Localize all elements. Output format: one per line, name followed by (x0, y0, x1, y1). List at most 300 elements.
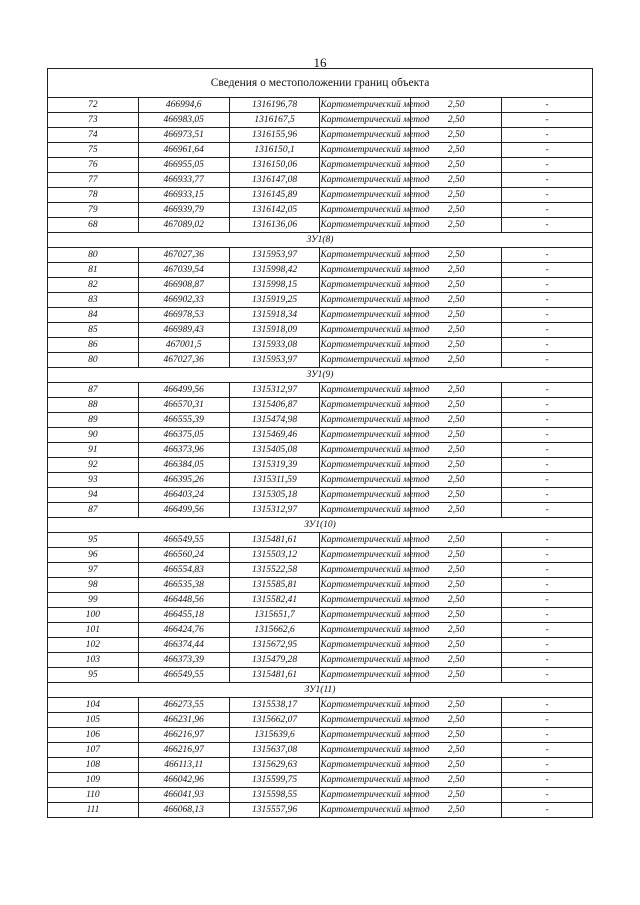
accuracy-cell: 2,50 (411, 428, 502, 443)
table-row (48, 773, 593, 788)
description-cell: - (502, 758, 593, 773)
x-coordinate-cell: 466041,93 (138, 788, 229, 803)
table-row (48, 398, 593, 413)
description-cell: - (502, 353, 593, 368)
point-number-cell: 95 (48, 668, 139, 683)
point-number-cell: 80 (48, 353, 139, 368)
y-coordinate-cell: 1315998,15 (229, 278, 320, 293)
y-coordinate-cell: 1315479,28 (229, 653, 320, 668)
point-number-cell: 95 (48, 533, 139, 548)
accuracy-cell: 2,50 (411, 488, 502, 503)
method-cell: Картометрический метод (320, 98, 411, 113)
y-coordinate-cell: 1315312,97 (229, 503, 320, 518)
table-row (48, 143, 593, 158)
point-number-cell: 79 (48, 203, 139, 218)
table-row (48, 563, 593, 578)
x-coordinate-cell: 466216,97 (138, 743, 229, 758)
table-row (48, 548, 593, 563)
x-coordinate-cell: 466375,05 (138, 428, 229, 443)
table-row (48, 638, 593, 653)
point-number-cell: 75 (48, 143, 139, 158)
y-coordinate-cell: 1315998,42 (229, 263, 320, 278)
y-coordinate-cell: 1315481,61 (229, 533, 320, 548)
accuracy-cell: 2,50 (411, 383, 502, 398)
method-cell: Картометрический метод (320, 623, 411, 638)
point-number-cell: 68 (48, 218, 139, 233)
accuracy-cell: 2,50 (411, 593, 502, 608)
method-cell: Картометрический метод (320, 548, 411, 563)
point-number-cell: 83 (48, 293, 139, 308)
point-number-cell: 90 (48, 428, 139, 443)
table-row (48, 128, 593, 143)
description-cell: - (502, 413, 593, 428)
method-cell: Картометрический метод (320, 308, 411, 323)
y-coordinate-cell: 1316155,96 (229, 128, 320, 143)
table-row (48, 458, 593, 473)
x-coordinate-cell: 466961,64 (138, 143, 229, 158)
method-cell: Картометрический метод (320, 698, 411, 713)
method-cell: Картометрический метод (320, 398, 411, 413)
accuracy-cell: 2,50 (411, 728, 502, 743)
description-cell: - (502, 383, 593, 398)
method-cell: Картометрический метод (320, 278, 411, 293)
y-coordinate-cell: 1315538,17 (229, 698, 320, 713)
method-cell: Картометрический метод (320, 128, 411, 143)
x-coordinate-cell: 466273,55 (138, 698, 229, 713)
y-coordinate-cell: 1316167,5 (229, 113, 320, 128)
x-coordinate-cell: 466535,38 (138, 578, 229, 593)
point-number-cell: 84 (48, 308, 139, 323)
x-coordinate-cell: 467089,02 (138, 218, 229, 233)
x-coordinate-cell: 466373,39 (138, 653, 229, 668)
accuracy-cell: 2,50 (411, 548, 502, 563)
x-coordinate-cell: 466424,76 (138, 623, 229, 638)
y-coordinate-cell: 1315311,59 (229, 473, 320, 488)
accuracy-cell: 2,50 (411, 788, 502, 803)
x-coordinate-cell: 466549,55 (138, 533, 229, 548)
point-number-cell: 93 (48, 473, 139, 488)
accuracy-cell: 2,50 (411, 398, 502, 413)
method-cell: Картометрический метод (320, 248, 411, 263)
accuracy-cell: 2,50 (411, 338, 502, 353)
description-cell: - (502, 293, 593, 308)
point-number-cell: 103 (48, 653, 139, 668)
method-cell: Картометрический метод (320, 443, 411, 458)
x-coordinate-cell: 466499,56 (138, 383, 229, 398)
y-coordinate-cell: 1315953,97 (229, 248, 320, 263)
table-row (48, 788, 593, 803)
table-row (48, 203, 593, 218)
table-row (48, 443, 593, 458)
method-cell: Картометрический метод (320, 458, 411, 473)
x-coordinate-cell: 466403,24 (138, 488, 229, 503)
y-coordinate-cell: 1316196,78 (229, 98, 320, 113)
y-coordinate-cell: 1315405,08 (229, 443, 320, 458)
table-row (48, 413, 593, 428)
method-cell: Картометрический метод (320, 503, 411, 518)
method-cell: Картометрический метод (320, 143, 411, 158)
point-number-cell: 100 (48, 608, 139, 623)
x-coordinate-cell: 466978,53 (138, 308, 229, 323)
point-number-cell: 102 (48, 638, 139, 653)
accuracy-cell: 2,50 (411, 218, 502, 233)
accuracy-cell: 2,50 (411, 803, 502, 818)
table-row (48, 308, 593, 323)
method-cell: Картометрический метод (320, 638, 411, 653)
point-number-cell: 109 (48, 773, 139, 788)
description-cell: - (502, 308, 593, 323)
accuracy-cell: 2,50 (411, 263, 502, 278)
method-cell: Картометрический метод (320, 158, 411, 173)
x-coordinate-cell: 466560,24 (138, 548, 229, 563)
table-row (48, 743, 593, 758)
description-cell: - (502, 98, 593, 113)
y-coordinate-cell: 1315312,97 (229, 383, 320, 398)
accuracy-cell: 2,50 (411, 128, 502, 143)
accuracy-cell: 2,50 (411, 503, 502, 518)
accuracy-cell: 2,50 (411, 203, 502, 218)
description-cell: - (502, 608, 593, 623)
y-coordinate-cell: 1315919,25 (229, 293, 320, 308)
x-coordinate-cell: 466994,6 (138, 98, 229, 113)
x-coordinate-cell: 466570,31 (138, 398, 229, 413)
x-coordinate-cell: 466499,56 (138, 503, 229, 518)
table-row (48, 428, 593, 443)
method-cell: Картометрический метод (320, 653, 411, 668)
method-cell: Картометрический метод (320, 323, 411, 338)
description-cell: - (502, 713, 593, 728)
method-cell: Картометрический метод (320, 383, 411, 398)
table-row (48, 173, 593, 188)
description-cell: - (502, 158, 593, 173)
method-cell: Картометрический метод (320, 803, 411, 818)
description-cell: - (502, 533, 593, 548)
accuracy-cell: 2,50 (411, 773, 502, 788)
method-cell: Картометрический метод (320, 338, 411, 353)
description-cell: - (502, 653, 593, 668)
method-cell: Картометрический метод (320, 788, 411, 803)
y-coordinate-cell: 1315918,34 (229, 308, 320, 323)
table-row (48, 758, 593, 773)
description-cell: - (502, 548, 593, 563)
accuracy-cell: 2,50 (411, 113, 502, 128)
x-coordinate-cell: 467039,54 (138, 263, 229, 278)
y-coordinate-cell: 1316136,06 (229, 218, 320, 233)
table-title: Сведения о местоположении границ объекта (48, 69, 593, 98)
accuracy-cell: 2,50 (411, 188, 502, 203)
accuracy-cell: 2,50 (411, 668, 502, 683)
description-cell: - (502, 563, 593, 578)
point-number-cell: 97 (48, 563, 139, 578)
point-number-cell: 87 (48, 383, 139, 398)
accuracy-cell: 2,50 (411, 713, 502, 728)
method-cell: Картометрический метод (320, 353, 411, 368)
y-coordinate-cell: 1315474,98 (229, 413, 320, 428)
section-label: ЗУ1(8) (48, 233, 593, 248)
description-cell: - (502, 578, 593, 593)
accuracy-cell: 2,50 (411, 293, 502, 308)
description-cell: - (502, 638, 593, 653)
accuracy-cell: 2,50 (411, 758, 502, 773)
y-coordinate-cell: 1315662,07 (229, 713, 320, 728)
x-coordinate-cell: 466113,11 (138, 758, 229, 773)
description-cell: - (502, 338, 593, 353)
method-cell: Картометрический метод (320, 173, 411, 188)
x-coordinate-cell: 466955,05 (138, 158, 229, 173)
method-cell: Картометрический метод (320, 578, 411, 593)
point-number-cell: 99 (48, 593, 139, 608)
x-coordinate-cell: 466933,77 (138, 173, 229, 188)
table-row (48, 623, 593, 638)
description-cell: - (502, 323, 593, 338)
x-coordinate-cell: 467027,36 (138, 248, 229, 263)
method-cell: Картометрический метод (320, 293, 411, 308)
x-coordinate-cell: 466448,56 (138, 593, 229, 608)
table-row (48, 383, 593, 398)
y-coordinate-cell: 1315557,96 (229, 803, 320, 818)
y-coordinate-cell: 1315469,46 (229, 428, 320, 443)
point-number-cell: 96 (48, 548, 139, 563)
point-number-cell: 88 (48, 398, 139, 413)
x-coordinate-cell: 466908,87 (138, 278, 229, 293)
point-number-cell: 78 (48, 188, 139, 203)
description-cell: - (502, 698, 593, 713)
accuracy-cell: 2,50 (411, 653, 502, 668)
accuracy-cell: 2,50 (411, 698, 502, 713)
point-number-cell: 106 (48, 728, 139, 743)
y-coordinate-cell: 1315406,87 (229, 398, 320, 413)
section-header-row (48, 233, 593, 248)
section-header-row (48, 368, 593, 383)
x-coordinate-cell: 466902,33 (138, 293, 229, 308)
description-cell: - (502, 113, 593, 128)
x-coordinate-cell: 466231,96 (138, 713, 229, 728)
table-row (48, 803, 593, 818)
description-cell: - (502, 593, 593, 608)
section-header-row (48, 683, 593, 698)
accuracy-cell: 2,50 (411, 323, 502, 338)
method-cell: Картометрический метод (320, 773, 411, 788)
y-coordinate-cell: 1315662,6 (229, 623, 320, 638)
method-cell: Картометрический метод (320, 203, 411, 218)
point-number-cell: 108 (48, 758, 139, 773)
table-row (48, 608, 593, 623)
y-coordinate-cell: 1315918,09 (229, 323, 320, 338)
point-number-cell: 86 (48, 338, 139, 353)
accuracy-cell: 2,50 (411, 578, 502, 593)
table-row (48, 263, 593, 278)
accuracy-cell: 2,50 (411, 158, 502, 173)
x-coordinate-cell: 466455,18 (138, 608, 229, 623)
y-coordinate-cell: 1315481,61 (229, 668, 320, 683)
method-cell: Картометрический метод (320, 413, 411, 428)
description-cell: - (502, 203, 593, 218)
y-coordinate-cell: 1316150,06 (229, 158, 320, 173)
x-coordinate-cell: 466549,55 (138, 668, 229, 683)
point-number-cell: 101 (48, 623, 139, 638)
point-number-cell: 110 (48, 788, 139, 803)
x-coordinate-cell: 466555,39 (138, 413, 229, 428)
point-number-cell: 73 (48, 113, 139, 128)
table-row (48, 668, 593, 683)
accuracy-cell: 2,50 (411, 533, 502, 548)
x-coordinate-cell: 466373,96 (138, 443, 229, 458)
x-coordinate-cell: 466042,96 (138, 773, 229, 788)
page-number: 16 (313, 55, 327, 70)
section-header-row (48, 518, 593, 533)
y-coordinate-cell: 1315305,18 (229, 488, 320, 503)
table-row (48, 323, 593, 338)
y-coordinate-cell: 1315953,97 (229, 353, 320, 368)
accuracy-cell: 2,50 (411, 143, 502, 158)
x-coordinate-cell: 467001,5 (138, 338, 229, 353)
point-number-cell: 87 (48, 503, 139, 518)
y-coordinate-cell: 1316147,08 (229, 173, 320, 188)
table-row (48, 293, 593, 308)
table-row (48, 353, 593, 368)
section-label: ЗУ1(10) (48, 518, 593, 533)
point-number-cell: 98 (48, 578, 139, 593)
description-cell: - (502, 278, 593, 293)
point-number-cell: 80 (48, 248, 139, 263)
method-cell: Картометрический метод (320, 218, 411, 233)
x-coordinate-cell: 466395,26 (138, 473, 229, 488)
y-coordinate-cell: 1315599,75 (229, 773, 320, 788)
table-row (48, 713, 593, 728)
y-coordinate-cell: 1315933,08 (229, 338, 320, 353)
table-row (48, 188, 593, 203)
accuracy-cell: 2,50 (411, 308, 502, 323)
accuracy-cell: 2,50 (411, 443, 502, 458)
description-cell: - (502, 668, 593, 683)
y-coordinate-cell: 1315651,7 (229, 608, 320, 623)
method-cell: Картометрический метод (320, 533, 411, 548)
x-coordinate-cell: 466216,97 (138, 728, 229, 743)
table-row (48, 338, 593, 353)
x-coordinate-cell: 467027,36 (138, 353, 229, 368)
table-row (48, 698, 593, 713)
method-cell: Картометрический метод (320, 608, 411, 623)
point-number-cell: 82 (48, 278, 139, 293)
point-number-cell: 85 (48, 323, 139, 338)
description-cell: - (502, 143, 593, 158)
description-cell: - (502, 743, 593, 758)
accuracy-cell: 2,50 (411, 98, 502, 113)
method-cell: Картометрический метод (320, 188, 411, 203)
y-coordinate-cell: 1315522,58 (229, 563, 320, 578)
table-row (48, 533, 593, 548)
table-row (48, 728, 593, 743)
description-cell: - (502, 728, 593, 743)
point-number-cell: 104 (48, 698, 139, 713)
point-number-cell: 74 (48, 128, 139, 143)
table-row (48, 488, 593, 503)
method-cell: Картометрический метод (320, 428, 411, 443)
table-body (48, 69, 593, 818)
method-cell: Картометрический метод (320, 263, 411, 278)
y-coordinate-cell: 1315637,08 (229, 743, 320, 758)
description-cell: - (502, 773, 593, 788)
table-row (48, 578, 593, 593)
y-coordinate-cell: 1316145,89 (229, 188, 320, 203)
description-cell: - (502, 803, 593, 818)
point-number-cell: 81 (48, 263, 139, 278)
accuracy-cell: 2,50 (411, 413, 502, 428)
table-row (48, 248, 593, 263)
x-coordinate-cell: 466989,43 (138, 323, 229, 338)
x-coordinate-cell: 466973,51 (138, 128, 229, 143)
y-coordinate-cell: 1315629,63 (229, 758, 320, 773)
accuracy-cell: 2,50 (411, 563, 502, 578)
description-cell: - (502, 398, 593, 413)
description-cell: - (502, 218, 593, 233)
accuracy-cell: 2,50 (411, 638, 502, 653)
table-title-row (48, 69, 593, 98)
description-cell: - (502, 503, 593, 518)
x-coordinate-cell: 466554,83 (138, 563, 229, 578)
y-coordinate-cell: 1315639,6 (229, 728, 320, 743)
y-coordinate-cell: 1315503,12 (229, 548, 320, 563)
table-row (48, 593, 593, 608)
point-number-cell: 89 (48, 413, 139, 428)
accuracy-cell: 2,50 (411, 173, 502, 188)
method-cell: Картометрический метод (320, 473, 411, 488)
table-row (48, 218, 593, 233)
accuracy-cell: 2,50 (411, 278, 502, 293)
point-number-cell: 107 (48, 743, 139, 758)
y-coordinate-cell: 1315319,39 (229, 458, 320, 473)
table-row (48, 503, 593, 518)
point-number-cell: 105 (48, 713, 139, 728)
point-number-cell: 92 (48, 458, 139, 473)
method-cell: Картометрический метод (320, 113, 411, 128)
y-coordinate-cell: 1316150,1 (229, 143, 320, 158)
accuracy-cell: 2,50 (411, 248, 502, 263)
description-cell: - (502, 263, 593, 278)
x-coordinate-cell: 466374,44 (138, 638, 229, 653)
method-cell: Картометрический метод (320, 488, 411, 503)
section-label: ЗУ1(11) (48, 683, 593, 698)
y-coordinate-cell: 1315585,81 (229, 578, 320, 593)
method-cell: Картометрический метод (320, 668, 411, 683)
table-row (48, 473, 593, 488)
accuracy-cell: 2,50 (411, 458, 502, 473)
method-cell: Картометрический метод (320, 758, 411, 773)
x-coordinate-cell: 466983,05 (138, 113, 229, 128)
method-cell: Картометрический метод (320, 563, 411, 578)
accuracy-cell: 2,50 (411, 608, 502, 623)
x-coordinate-cell: 466068,13 (138, 803, 229, 818)
point-number-cell: 91 (48, 443, 139, 458)
boundary-coordinates-table (47, 68, 593, 818)
description-cell: - (502, 443, 593, 458)
x-coordinate-cell: 466939,79 (138, 203, 229, 218)
y-coordinate-cell: 1315598,55 (229, 788, 320, 803)
description-cell: - (502, 173, 593, 188)
y-coordinate-cell: 1315582,41 (229, 593, 320, 608)
x-coordinate-cell: 466933,15 (138, 188, 229, 203)
description-cell: - (502, 128, 593, 143)
description-cell: - (502, 788, 593, 803)
point-number-cell: 111 (48, 803, 139, 818)
accuracy-cell: 2,50 (411, 473, 502, 488)
accuracy-cell: 2,50 (411, 623, 502, 638)
table-row (48, 98, 593, 113)
table-row (48, 158, 593, 173)
method-cell: Картометрический метод (320, 743, 411, 758)
accuracy-cell: 2,50 (411, 353, 502, 368)
point-number-cell: 72 (48, 98, 139, 113)
